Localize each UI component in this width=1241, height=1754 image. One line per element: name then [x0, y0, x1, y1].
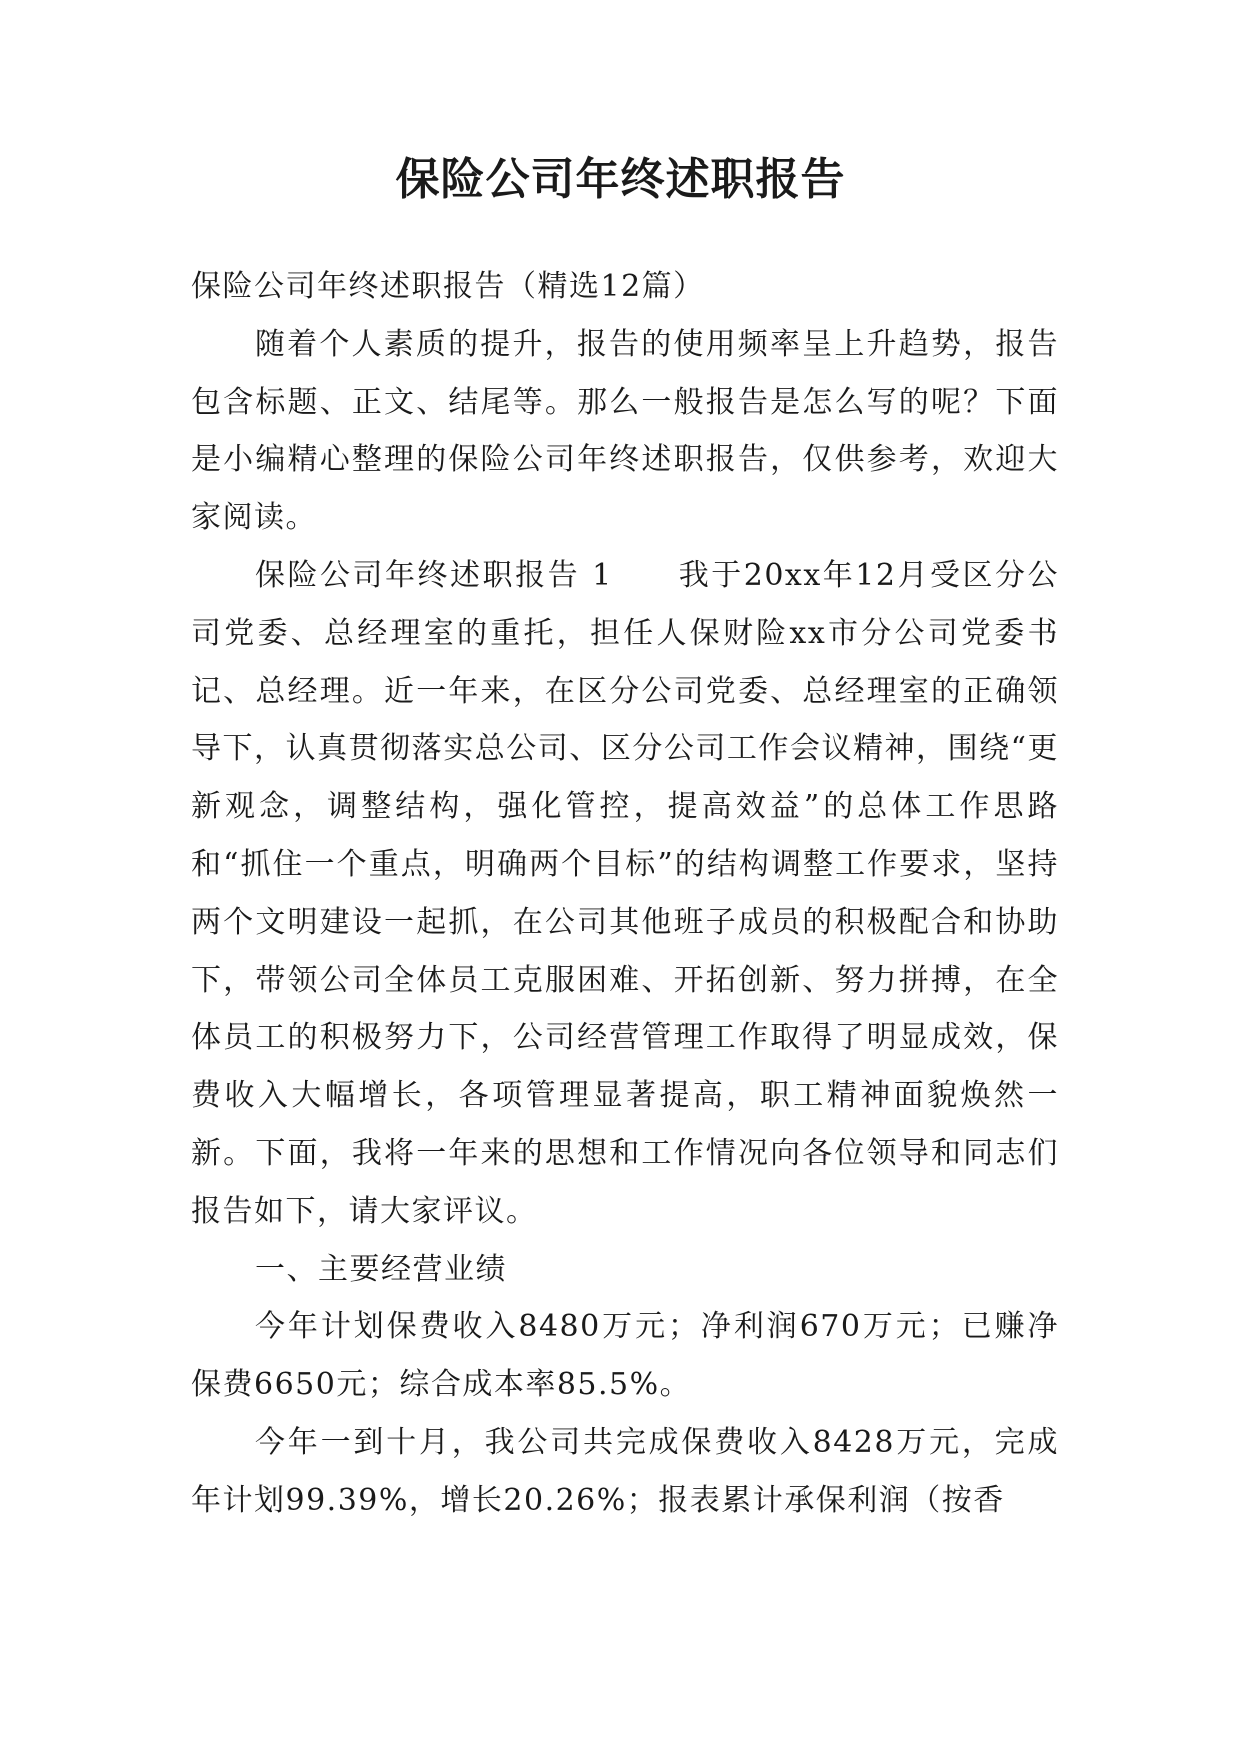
paragraph-progress: 今年一到十月，我公司共完成保费收入8428万元，完成年计划99.39%，增长20.26%；报表累计承保利润（按香 — [191, 1424, 1059, 1518]
document-body — [191, 258, 1059, 1530]
paragraph-report-1: 保险公司年终述职报告 1 我于20xx年12月受区分公司党委、总经理室的重托，担任人保财险xx市分公司党委书记、总经理。近一年来，在区分公司党委、总经理室的正确领导下，认真贯彻落实总公司、区分公司工作会议精神，围绕“更新观念，调整结构，强化管控，提高效益”的总体工作思路和“抓住一个重点，明确两个目标”的结构调整工作要求，坚持两个文明建设一起抓，在公司其他班子成员的积极配合和协助下，带领公司全体员工克服困难、开拓创新、努力拼搏，在全体员工的积极努力下，公司经营管理工作取得了明显成效，保费收入大幅增长，各项管理显著提高，职工精神面貌焕然一新。下面，我将一年来的思想和工作情况向各位领导和同志们报告如下，请大家评议。 — [191, 557, 1059, 1229]
document-title: 保险公司年终述职报告 — [395, 154, 846, 205]
paragraph-intro: 随着个人素质的提升，报告的使用频率呈上升趋势，报告包含标题、正文、结尾等。那么一般报告是怎么写的呢？下面是小编精心整理的保险公司年终述职报告，仅供参考，欢迎大家阅读。 — [191, 326, 1059, 536]
section-heading-main-performance: 一、主要经营业绩 — [255, 1251, 507, 1287]
paragraph-subtitle: 保险公司年终述职报告（精选12篇） — [191, 269, 705, 304]
paragraph-annual-plan: 今年计划保费收入8480万元；净利润670万元；已赚净保费6650元；综合成本率85.5%。 — [191, 1309, 1059, 1403]
